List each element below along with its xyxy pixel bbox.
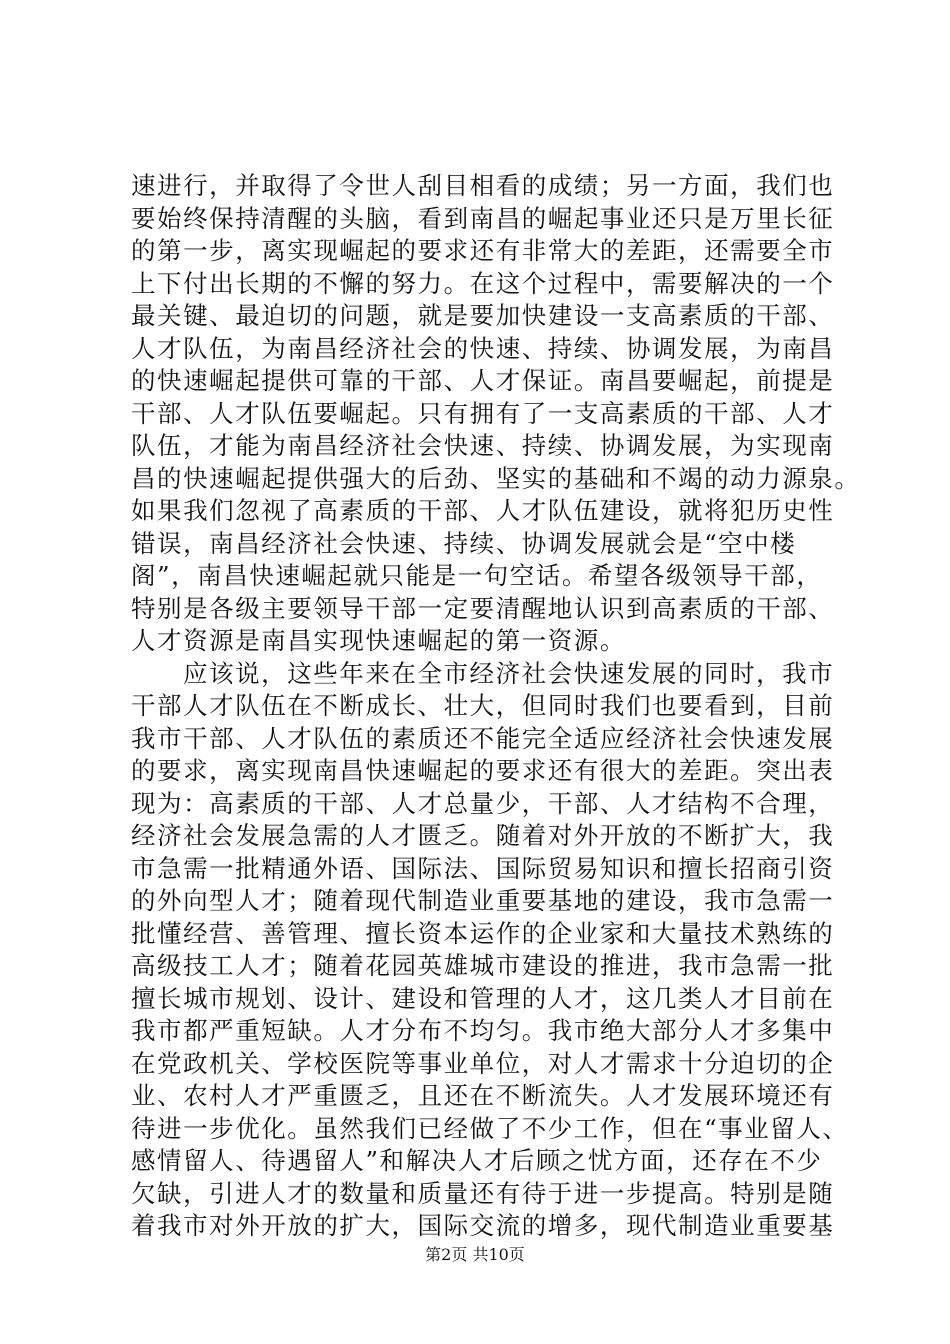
text-line: 批懂经营、善管理、擅长资本运作的企业家和大量技术熟练的 — [131, 918, 835, 948]
page-footer — [0, 1242, 950, 1265]
body-text — [131, 170, 861, 1243]
text-line: 的外向型人才；随着现代制造业重要基地的建设，我市急需一 — [131, 886, 835, 915]
text-line: 业、农村人才严重匮乏，且还在不断流失。人才发展环境还有 — [131, 1081, 835, 1110]
text-line: 特别是各级主要领导干部一定要清醒地认识到高素质的干部、 — [131, 593, 835, 623]
text-line: 错误，南昌经济社会快速、持续、协调发展就会是“空中楼 — [131, 528, 797, 558]
text-line: 擅长城市规划、设计、建设和管理的人才，这几类人才目前在 — [131, 983, 835, 1013]
paragraph-start-line: 应该说，这些年来在全市经济社会快速发展的同时，我市 — [183, 658, 835, 688]
text-line: 人才队伍，为南昌经济社会的快速、持续、协调发展，为南昌 — [131, 333, 835, 363]
text-line: 上下付出长期的不懈的努力。在这个过程中，需要解决的一个 — [131, 268, 835, 298]
text-line: 感情留人、待遇留人”和解决人才后顾之忧方面，还存在不少 — [131, 1146, 823, 1175]
text-line: 如果我们忽视了高素质的干部、人才队伍建设，就将犯历史性 — [131, 496, 835, 525]
text-line: 人才资源是南昌实现快速崛起的第一资源。 — [131, 626, 626, 655]
text-line: 最关键、最迫切的问题，就是要加快建设一支高素质的干部、 — [131, 301, 835, 330]
text-line: 干部人才队伍在不断成长、壮大，但同时我们也要看到，目前 — [131, 691, 835, 720]
text-line: 欠缺，引进人才的数量和质量还有待于进一步提高。特别是随 — [131, 1178, 835, 1208]
text-line: 干部、人才队伍要崛起。只有拥有了一支高素质的干部、人才 — [131, 398, 835, 428]
text-line: 现为：高素质的干部、人才总量少，干部、人才结构不合理， — [131, 788, 835, 818]
page-number-label: 第2页 共10页 — [425, 1245, 525, 1264]
text-line: 的快速崛起提供可靠的干部、人才保证。南昌要崛起，前提是 — [131, 366, 835, 395]
text-line: 速进行，并取得了令世人刮目相看的成绩；另一方面，我们也 — [131, 171, 835, 200]
text-line: 我市都严重短缺。人才分布不均匀。我市绝大部分人才多集中 — [131, 1016, 835, 1045]
text-line: 昌的快速崛起提供强大的后劲、坚实的基础和不竭的动力源泉。 — [131, 463, 861, 493]
text-line: 高级技工人才；随着花园英雄城市建设的推进，我市急需一批 — [131, 951, 835, 980]
text-line: 的要求，离实现南昌快速崛起的要求还有很大的差距。突出表 — [131, 756, 835, 785]
text-line: 的第一步，离实现崛起的要求还有非常大的差距，还需要全市 — [131, 236, 835, 265]
text-line: 待进一步优化。虽然我们已经做了不少工作，但在“事业留人、 — [131, 1113, 849, 1143]
text-line: 着我市对外开放的扩大，国际交流的增多，现代制造业重要基 — [131, 1211, 835, 1240]
text-line: 我市干部、人才队伍的素质还不能完全适应经济社会快速发展 — [131, 723, 835, 753]
text-line: 阁”，南昌快速崛起就只能是一句空话。希望各级领导干部， — [131, 561, 823, 590]
text-line: 要始终保持清醒的头脑，看到南昌的崛起事业还只是万里长征 — [131, 203, 835, 233]
text-line: 在党政机关、学校医院等事业单位，对人才需求十分迫切的企 — [131, 1048, 835, 1078]
text-line: 经济社会发展急需的人才匮乏。随着对外开放的不断扩大，我 — [131, 821, 835, 850]
text-line: 市急需一批精通外语、国际法、国际贸易知识和擅长招商引资 — [131, 853, 835, 883]
text-line: 队伍，才能为南昌经济社会快速、持续、协调发展，为实现南 — [131, 431, 835, 460]
